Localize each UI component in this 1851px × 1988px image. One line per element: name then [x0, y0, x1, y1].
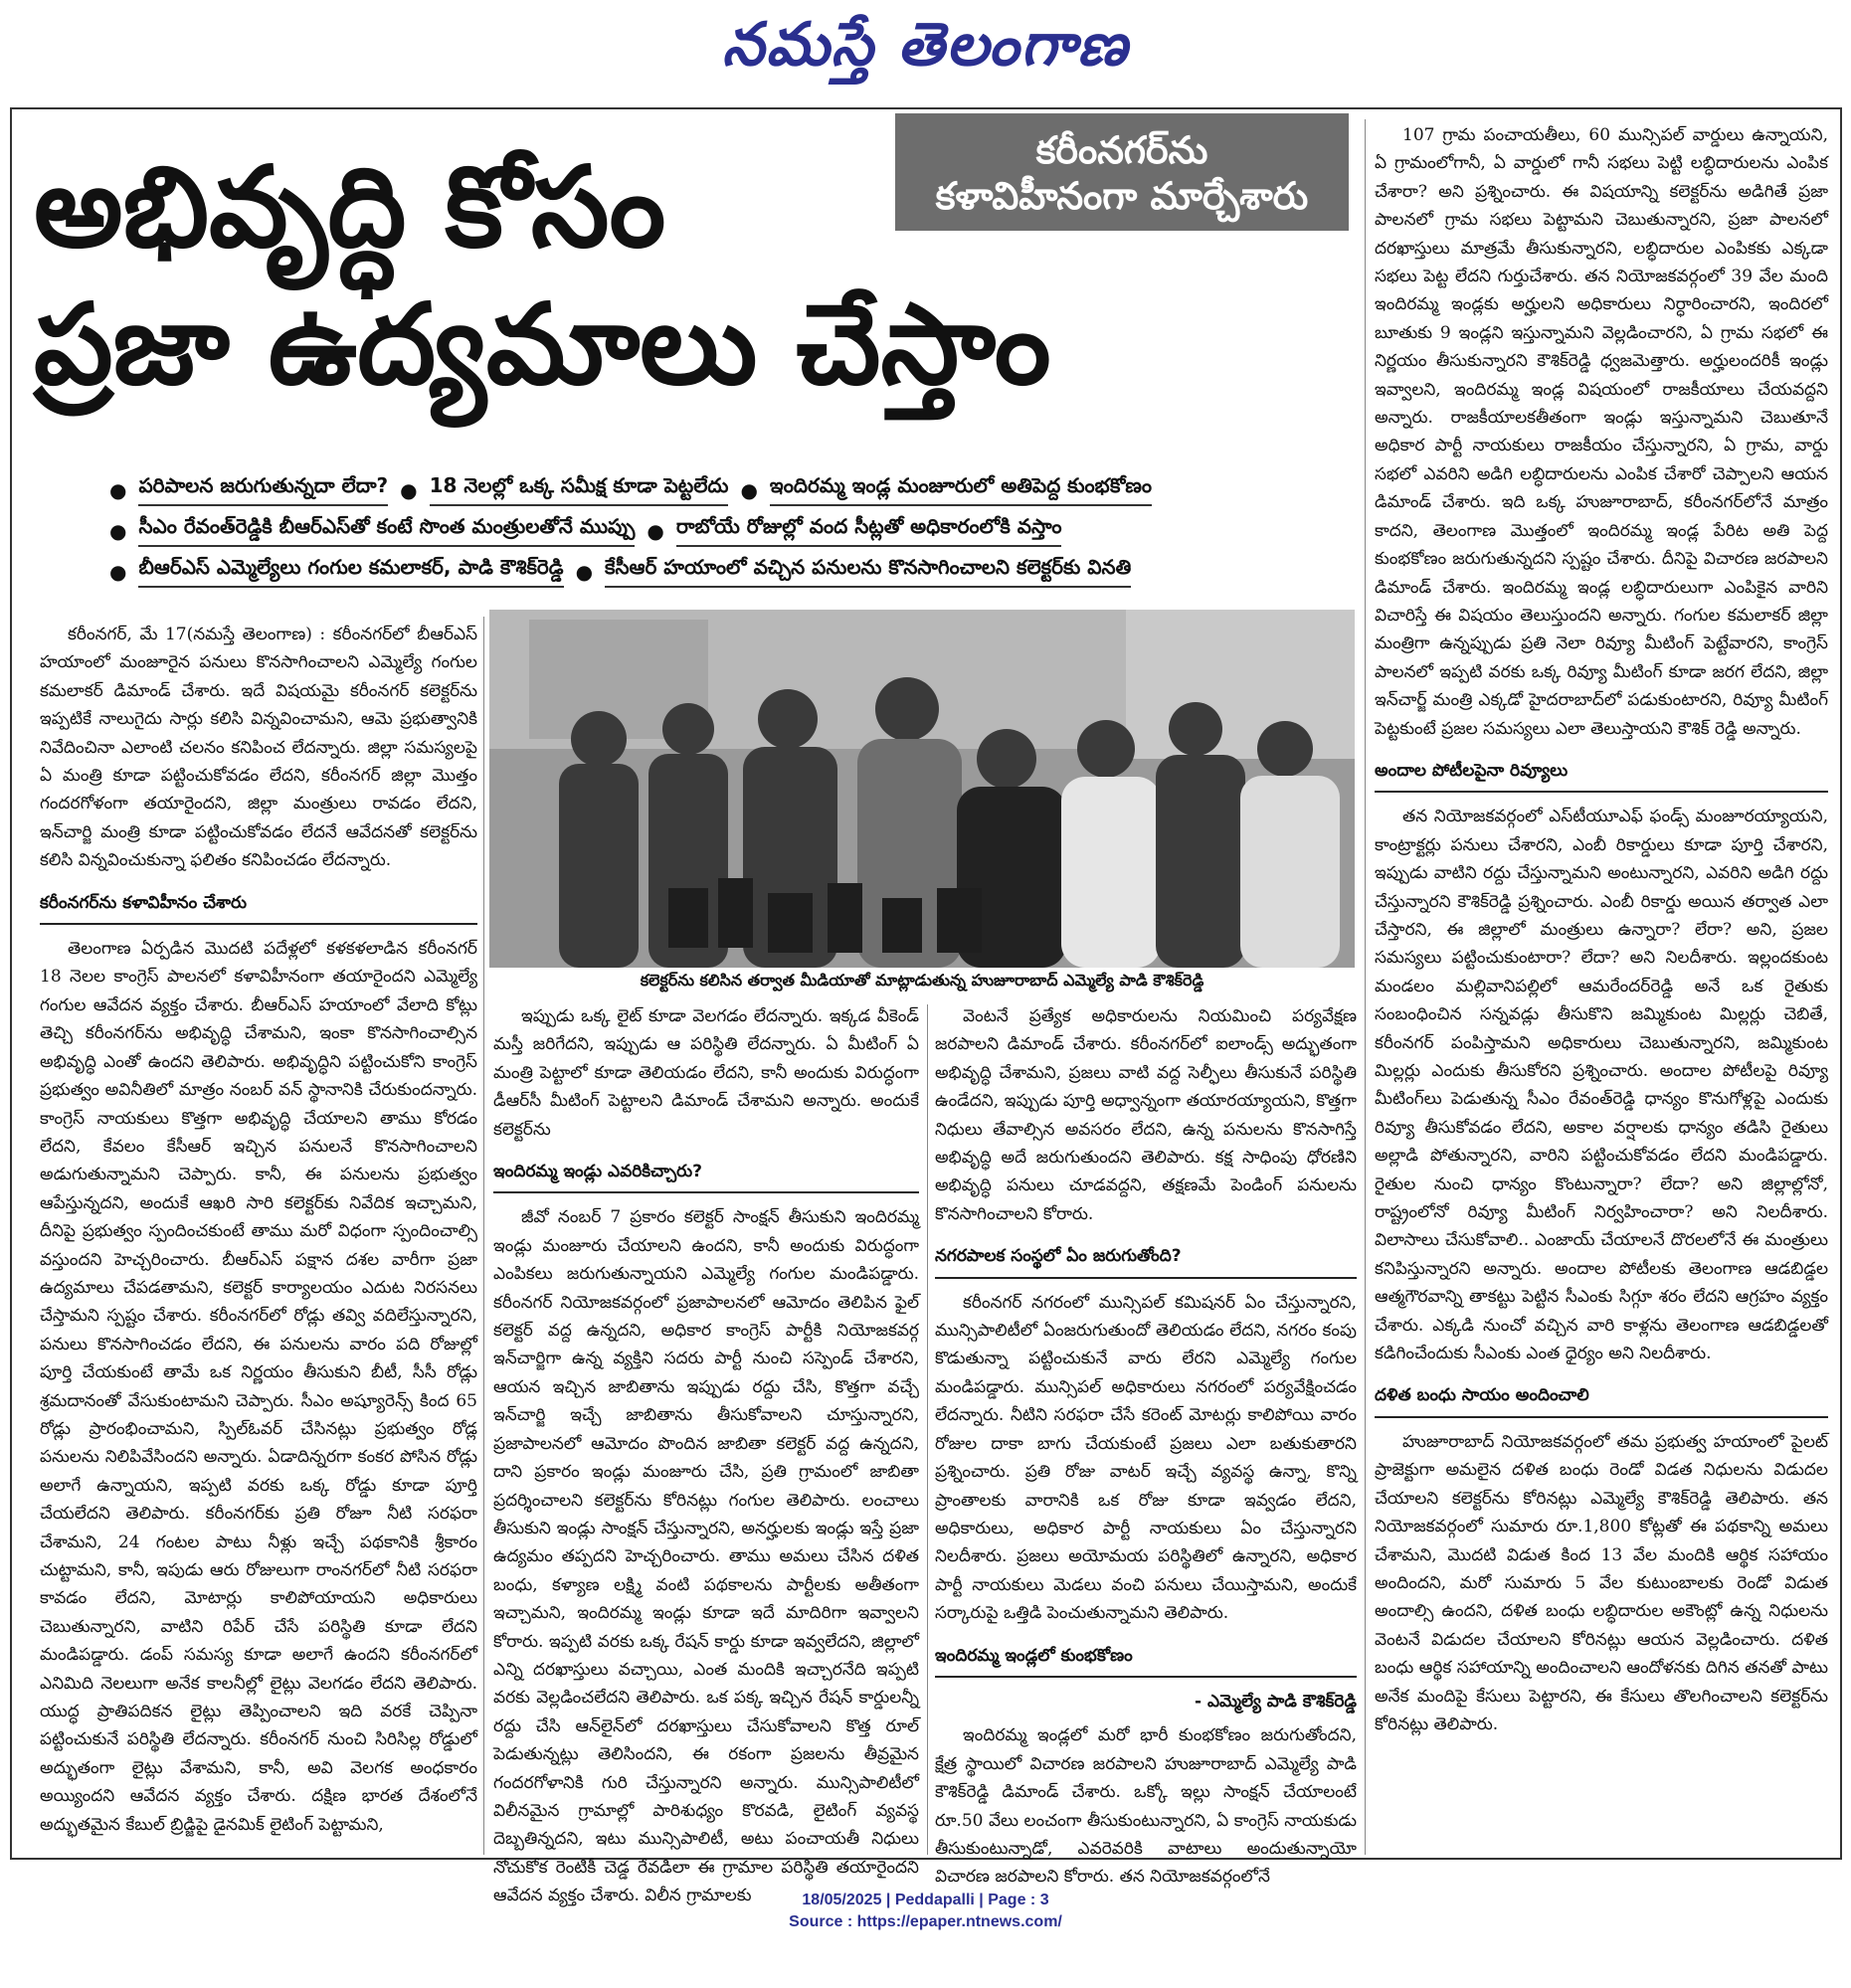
highlight: రాబోయే రోజుల్లో వంద సీట్లతో అధికారంలోకి వస్తాం — [676, 514, 1062, 547]
headline-line-1: అభివృద్ధి కోసం — [34, 143, 666, 272]
subheading: అందాల పోటీలపైనా రివ్యూలు — [1375, 751, 1828, 793]
highlight: పరిపాలన జరుగుతున్నదా లేదా? — [138, 473, 388, 506]
subheading: ఇందిరమ్మ ఇండ్లలో కుంభకోణం — [935, 1636, 1357, 1678]
subheading: కరీంనగర్‌ను కళావిహీనం చేశారు — [40, 883, 477, 925]
column-divider — [1365, 119, 1366, 1855]
highlight-row — [109, 514, 1323, 547]
masthead — [0, 10, 1851, 99]
column-4 — [1375, 121, 1828, 1860]
kicker-box — [895, 113, 1349, 231]
highlight: ఇందిరమ్మ ఇండ్ల మంజూరులో అతిపెద్ద కుంభకోణం — [770, 473, 1152, 506]
article-paragraph: కరీంనగర్ నగరంలో మున్సిపల్ కమిషనర్ ఏం చేస్తున్నారని, మున్సిపాలిటీలో ఏంజరుగుతుందో తెలియడం లేదని, నగరం కంపు కొడుతున్నా పట్టించుకునే వారు లేరని ఎమ్మెల్యే గంగుల మండిపడ్డారు. మున్సిపల్ అధికారులు నగరంలో పర్యవేక్షించడం లేదన్నారు. నీటిని సరఫరా చేసే కరెంట్ మోటర్లు కాలిపోయి వారం రోజుల దాకా బాగు చేయకుంటే ప్రజలు ఎలా బతుకుతారని ప్రశ్నించారు. ప్రతి రోజు వాటర్ ఇచ్చే వ్యవస్థ ఉన్నా, కొన్ని ప్రాంతాలకు వారానికి ఒక రోజు కూడా ఇవ్వడం లేదని, అధికారులు, అధికార పార్టీ నాయకులు ఏం చేస్తున్నారని నిలదీశారు. ప్రజలు అయోమయ పరిస్థితిలో ఉన్నారని, అధికార పార్టీ నాయకులు మెడలు వంచి పనులు చేయిస్తామని, అందుకే సర్కారుపై ఒత్తిడి పెంచుతున్నామని తెలిపారు. — [935, 1292, 1357, 1624]
column-1 — [40, 621, 477, 1860]
article-paragraph: ఇప్పుడు ఒక్క లైట్ కూడా వెలగడం లేదన్నారు. ఇక్కడ వీకెండ్ మస్తీ జరిగేదని, ఇప్పుడు ఆ పరిస్థితి లేదన్నారు. ఏ మీటింగ్ ఏ మంత్రి పెట్టాలో కూడా తెలియడం లేదని, కానీ అందుకు విరుద్ధంగా డీఆర్‌సీ మీటింగ్ పెట్టాలని డిమాండ్ చేశామని అన్నారు. అందుకే కలెక్టర్‌ను — [493, 1006, 919, 1140]
photo-caption: కలెక్టర్‌ను కలిసిన తర్వాత మీడియాతో మాట్లాడుతున్న హుజూరాబాద్ ఎమ్మెల్యే పాడి కౌశిక్‌రెడ్డి — [640, 971, 1204, 990]
source-link[interactable]: Source : https://epaper.ntnews.com/ — [789, 1913, 1062, 1930]
column-3 — [935, 1002, 1357, 1888]
column-divider — [927, 1004, 928, 1855]
bullet-icon: ● — [109, 559, 127, 584]
highlight: సీఎం రేవంత్‌రెడ్డికి బీఆర్‌ఎస్‌తో కంటే సొంత మంత్రులతోనే ముప్పు — [138, 514, 635, 547]
news-photo — [489, 610, 1355, 968]
headline-line-2: ప్రజా ఉద్యమాలు చేస్తాం — [34, 280, 1051, 410]
press-meet-photo-icon — [489, 610, 1355, 968]
bullet-icon: ● — [575, 559, 594, 584]
article-paragraph: 107 గ్రామ పంచాయతీలు, 60 మున్సిపల్ వార్డులు ఉన్నాయని, ఏ గ్రామంలోగానీ, ఏ వార్డులో గానీ సభలు పెట్టి లబ్ధిదారులను ఎంపిక చేశారా? అని ప్రశ్నించారు. ఈ విషయాన్ని కలెక్టర్‌ను అడిగితే ప్రజా పాలనలో గ్రామ సభలు పెట్టామని చెబుతున్నారని, ప్రజా పాలనలో దరఖాస్తులు మాత్రమే తీసుకున్నారని, లబ్ధిదారుల ఎంపికకు ఎక్కడా సభలు పెట్ట లేదని గుర్తుచేశారు. తన నియోజకవర్గంలో 39 వేల మంది ఇందిరమ్మ ఇండ్లకు అర్హులని అధికారులు నిర్ధారించారని, ఇందిరలో బూతుకు 9 ఇండ్లని ఇస్తున్నామని వెల్లడించారని, ఏ గ్రామ సభలో ఈ నిర్ణయం తీసుకున్నారని కౌశిక్‌రెడ్డి ధ్వజమెత్తారు. అర్హులందరికీ ఇండ్లు ఇవ్వాలని, ఇందిరమ్మ ఇండ్ల విషయంలో రాజకీయాలు చేయవద్దని అన్నారు. రాజకీయాలకతీతంగా ఇండ్లు ఇస్తున్నామని చెబుతూనే అధికార పార్టీ నాయకులు రాజకీయం చేస్తున్నారని, ఏ గ్రామ, వార్డు సభలో ఎవరిని అడిగి లబ్ధిదారులను ఎంపిక చేశారో చెప్పాలని ఆయన డిమాండ్ చేశారు. ఇది ఒక్క హుజూరాబాద్, కరీంనగర్‌లోనే మాత్రం కాదని, తెలంగాణ మొత్తంలో ఇందిరమ్మ ఇండ్ల పేరిట అతి పెద్ద కుంభకోణం జరుగుతున్నదని స్పష్టం చేశారు. దీనిపై విచారణ జరపాలని డిమాండ్ చేశారు. ఇందిరమ్మ ఇండ్ల లబ్ధిదారులుగా ఎంపికైన వారిని విచారిస్తే ఈ విషయం తెలుస్తుందని అన్నారు. గంగుల కమలాకర్ జిల్లా మంత్రిగా ఉన్నప్పుడు ప్రతి నెలా రివ్యూ మీటింగ్ పెట్టేవారని, కాంగ్రెస్ పాలనలో ఇప్పటి వరకు ఒక్క రివ్యూ మీటింగ్ కూడా జరగ లేదని, జిల్లా ఇన్‌చార్జ్ మంత్రి ఎక్కడో హైదరాబాద్‌లో పడుకుంటారని, రివ్యూ మీటింగ్ పెట్టకుంటే ప్రజల సమస్యలు ఎలా తెలుస్తాయని కౌశిక్ రెడ్డి అన్నారు. — [1375, 125, 1828, 739]
headline — [34, 139, 1051, 414]
article-intro: కరీంనగర్, మే 17(నమస్తే తెలంగాణ) : కరీంనగర్‌లో బీఆర్‌ఎస్ హయాంలో మంజూరైన పనులు కొనసాగించాలని ఎమ్మెల్యే గంగుల కమలాకర్ డిమాండ్ చేశారు. ఇదే విషయమై కరీంనగర్ కలెక్టర్‌ను ఇప్పటికే నాలుగైదు సార్లు కలిసి విన్నవించామని, ఆమె ప్రభుత్వానికి నివేదించినా ఎలాంటి చలనం కనిపించ లేదన్నారు. జిల్లా సమస్యలపై ఏ మంత్రి కూడా పట్టించుకోవడం లేదని, కరీంనగర్ జిల్లా మొత్తం గందరగోళంగా తయారైందని, జిల్లా మంత్రులు రావడం లేదని, ఇన్‌చార్జి మంత్రి కూడా పట్టించుకోవడం లేదనే ఆవేదనతో కలెక్టర్‌ను కలిసి విన్నవించుకున్నా ఫలితం కనిపించడం లేదన్నారు. — [40, 625, 477, 871]
column-divider — [483, 617, 484, 1855]
bullet-icon: ● — [109, 518, 127, 543]
bullet-icon: ● — [647, 518, 664, 543]
article-paragraph: వెంటనే ప్రత్యేక అధికారులను నియమించి పర్యవేక్షణ జరపాలని డిమాండ్ చేశారు. కరీంనగర్‌లో ఐలాండ్స్ అద్భుతంగా అభివృద్ధి చేశామని, ప్రజలు వాటి వద్ద సెల్ఫీలు తీసుకునే పరిస్థితి ఉండేదని, ఇప్పుడు పూర్తి అధ్వాన్నంగా తయారయ్యాయని, కొత్తగా నిధులు తేవాల్సిన అవసరం లేదని, ఉన్న పనులను కొనసాగిస్తే అభివృద్ధి అదే జరుగుతుందని తెలిపారు. కక్ష సాధింపు ధోరణిని అభివృద్ధి పనులు చూడవద్దని, తక్షణమే పెండింగ్ పనులను కొనసాగించాలని కోరారు. — [935, 1006, 1357, 1224]
highlight: 18 నెలల్లో ఒక్క సమీక్ష కూడా పెట్టలేదు — [430, 473, 729, 506]
page-footer — [0, 1890, 1851, 1933]
newspaper-name: నమస్తే తెలంగాణ — [721, 10, 1130, 80]
highlights — [109, 473, 1323, 596]
kicker-line-1: కరీంనగర్‌ను — [1035, 128, 1208, 172]
highlight-row — [109, 473, 1323, 506]
kicker-line-2: కళావిహీనంగా మార్చేశారు — [935, 174, 1309, 218]
article-paragraph: హుజూరాబాద్ నియోజకవర్గంలో తమ ప్రభుత్వ హయాంలో పైలట్ ప్రాజెక్టుగా అమలైన దళిత బంధు రెండో విడత నిధులను విడుదల చేయాలని కలెక్టర్‌ను కోరినట్లు ఎమ్మెల్యే కౌశిక్‌రెడ్డి తెలిపారు. తన నియోజకవర్గంలో సుమారు రూ.1,800 కోట్లతో ఈ పథకాన్ని అమలు చేశామని, మొదటి విడుత కింద 13 వేల మందికి ఆర్థిక సహాయం అందిందని, మరో సుమారు 5 వేల కుటుంబాలకు రెండో విడుత అందాల్సి ఉందని, దళిత బంధు లబ్ధిదారుల అకౌంట్లో ఉన్న నిధులను వెంటనే విడుదల చేయాలని కోరినట్లు ఆయన వెల్లడించారు. దళిత బంధు ఆర్థిక సహాయాన్ని అందించాలని ఆందోళనకు దిగిన తనతో పాటు అనేక మందిపై కేసులు పెట్టారని, ఈ కేసులు తొలగించాలని కలెక్టర్‌ను కోరినట్లు తెలిపారు. — [1375, 1431, 1828, 1734]
article-paragraph: తన నియోజకవర్గంలో ఎస్‌టీయూఎఫ్ ఫండ్స్ మంజూరయ్యాయని, కాంట్రాక్టర్లు పనులు చేశారని, ఎంబీ రికార్డులు కూడా పూర్తి చేశారని, ఇప్పుడు వాటిని రద్దు చేస్తున్నామని అంటున్నారని, ఎవరిని అడిగి రద్దు చేస్తున్నారని కౌశిక్‌రెడ్డి ప్రశ్నించారు. ఎంబీ రికార్డు అయిన తర్వాత ఎలా చేస్తారని, ఈ జిల్లాలో మంత్రులు ఉన్నారా? లేరా? అని, ప్రజల సమస్యలు పట్టించుకుంటారా? లేదా? అని నిలదీశారు. ఇల్లందకుంట మండలం మల్లివానిపల్లిలో ఆమరేందర్‌రెడ్డి అనే ఒక రైతుకు సంబంధించిన సన్నవడ్లు తీసుకొని జమ్మికుంట మిల్లర్లు చెబితే, కరీంనగర్ పంపిస్తామని అధికారులు చెబుతున్నారని, జమ్మికుంట మిల్లర్లు ఎందుకు తీసుకోరని ప్రశ్నించారు. అందాల పోటీలపై రివ్యూ మీటింగ్‌లు పెడుతున్న సీఎం రేవంత్‌రెడ్డి ధాన్యం కొనుగోళ్లపై ఎందుకు రివ్యూ తీసుకోవడం లేదని, అకాల వర్షాలకు ధాన్యం తడిసి రైతులు అల్లాడి పోతున్నారని, వారిని పట్టించుకోవడం లేదని మండిపడ్డారు. రైతుల నుంచి ధాన్యం కొంటున్నారా? లేదా? అని జిల్లాల్లోనో, రాష్ట్రంలోనో రివ్యూ మీటింగ్ నిర్వహించారా? అని నిలదీశారు. విలాసాలు చేసుకోవాలి.. ఎంజాయ్ చేయాలనే దొరలలోనే ఈ మంత్రులు కనిపిస్తున్నారని అన్నారు. అందాల పోటీలకు తెలంగాణ ఆడబిడ్డల ఆత్మగౌరవాన్ని తాకట్టు పెట్టిన సీఎంకు సిగ్గూ శరం లేదని ఆగ్రహం వ్యక్తం చేశారు. ఎక్కడి నుంచో వచ్చిన వారి కాళ్లను తెలంగాణ ఆడబిడ్డలతో కడిగించేందుకు సీఎంకు ఎంత ధైర్యం అని నిలదీశారు. — [1375, 807, 1828, 1364]
article-paragraph: తెలంగాణ ఏర్పడిన మొదటి పదేళ్లలో కళకళలాడిన కరీంనగర్ 18 నెలల కాంగ్రెస్ పాలనలో కళావిహీనంగా తయారైందని ఎమ్మెల్యే గంగుల ఆవేదన వ్యక్తం చేశారు. బీఆర్‌ఎస్ హయాంలో వేలాది కోట్లు తెచ్చి కరీంనగర్‌ను అభివృద్ధి చేశామని, ఇంకా కొనసాగించాల్సిన అభివృద్ధి ఎంతో ఉందని తెలిపారు. అభివృద్ధిని పట్టించుకోని కాంగ్రెస్ ప్రభుత్వం అవినీతిలో మాత్రం నంబర్ వన్ స్థానానికి చేరుకుందన్నారు. కాంగ్రెస్ నాయకులు కొత్తగా అభివృద్ధి చేయాలని తాము కోరడం లేదని, కేవలం కేసీఆర్ ఇచ్చిన పనులనే కొనసాగించాలని అడుగుతున్నామని చెప్పారు. కానీ, ఈ పనులను ప్రభుత్వం ఆపేస్తున్నదని, అందుకే ఆఖరి సారి కలెక్టర్‌కు నివేదిక ఇచ్చామని, దీనిపై ప్రభుత్వం స్పందించకుంటే తాము మరో విధంగా స్పందించాల్సి వస్తుందని హెచ్చరించారు. బీఆర్‌ఎస్ పక్షాన దశల వారీగా ప్రజా ఉద్యమాలు చేపడతామని, కలెక్టర్ కార్యాలయం ఎదుట నిరసనలు చేస్తామని స్పష్టం చేశారు. కరీంనగర్‌లో రోడ్లు తవ్వి వదిలేస్తున్నారని, పనులు కొనసాగించడం లేదని, ఈ పనులను వారం పది రోజుల్లో పూర్తి చేయకుంటే తామే ఒక నిర్ణయం తీసుకుని బీటీ, సీసీ రోడ్లు శ్రమదానంతో వేసుకుంటామని చెప్పారు. సీఎం అష్యూరెన్స్ కింద 65 రోడ్లు ప్రారంభించామని, స్పిల్‌ఓవర్ చేసినట్లు ప్రభుత్వం రోడ్ల పనులను నిలిపివేసిందని అన్నారు. ఏడాదిన్నరగా కంకర పోసిన రోడ్లు అలాగే ఉన్నాయని, ఇప్పటి వరకు ఒక్క రోడ్డు కూడా పూర్తి చేయలేదని తెలిపారు. కరీంనగర్‌కు ప్రతి రోజూ నీటి సరఫరా చేశామని, 24 గంటల పాటు నీళ్లు ఇచ్చే పథకానికి శ్రీకారం చుట్టామని, కానీ, ఇపుడు ఆరు రోజులుగా రాంనగర్‌లో నీటి సరఫరా కావడం లేదని, మోటార్లు కాలిపోయాయని అధికారులు చెబుతున్నారని, వాటిని రిపేర్ చేసే పరిస్థితి కూడా లేదని మండిపడ్డారు. డంప్ సమస్య కూడా అలాగే ఉందని కరీంనగర్‌లో ఎనిమిది నెలలుగా అనేక కాలనీల్లో లైట్లు వెలగడం లేదని తెలిపారు. యుద్ధ ప్రాతిపదికన లైట్లు తెప్పించాలని ఇది వరకే చెప్పినా పట్టించుకునే పరిస్థితి లేదన్నారు. కరీంనగర్ నుంచి సిరిసిల్ల రోడ్డులో అద్భుతంగా లైట్లు వేశామని, కానీ, అవి వెలగక అంధకారం అయ్యిందని ఆవేదన వ్యక్తం చేశారు. దక్షిణ భారత దేశంలోనే అద్భుతమైన కేబుల్ బ్రిడ్జిపై డైనమిక్ లైటింగ్ పెట్టామని, — [40, 939, 477, 1835]
column-2 — [493, 1002, 919, 1906]
highlight-row — [109, 555, 1323, 588]
highlight: బీఆర్‌ఎస్ ఎమ్మెల్యేలు గంగుల కమలాకర్, పాడి కౌశిక్‌రెడ్డి — [138, 555, 563, 588]
bullet-icon: ● — [400, 477, 418, 502]
bullet-icon: ● — [740, 477, 758, 502]
highlight: కేసీఆర్ హయాంలో వచ్చిన పనులను కొనసాగించాలని కలెక్టర్‌కు వినతి — [605, 555, 1131, 588]
article-paragraph: ఇందిరమ్మ ఇండ్లలో మరో భారీ కుంభకోణం జరుగుతోందని, క్షేత్ర స్థాయిలో విచారణ జరపాలని హుజూరాబాద్ ఎమ్మెల్యే పాడి కౌశిక్‌రెడ్డి డిమాండ్ చేశారు. ఒక్కో ఇల్లు సాంక్షన్ చేయాలంటే రూ.50 వేలు లంచంగా తీసుకుంటున్నారని, ఏ కాంగ్రెస్ నాయకుడు తీసుకుంటున్నాడో, ఎవరెవరికి వాటాలు అందుతున్నాయో విచారణ జరపాలని కోరారు. తన నియోజకవర్గంలోనే — [935, 1725, 1357, 1888]
bullet-icon: ● — [109, 477, 127, 502]
subheading: నగరపాలక సంస్థలో ఏం జరుగుతోంది? — [935, 1236, 1357, 1278]
subheading: ఇందిరమ్మ ఇండ్లు ఎవరికిచ్చారు? — [493, 1152, 919, 1193]
byline: - ఎమ్మెల్యే పాడి కౌశిక్‌రెడ్డి — [1194, 1691, 1357, 1712]
edition-info: 18/05/2025 | Peddapalli | Page : 3 — [802, 1892, 1049, 1908]
article-paragraph: జీవో నంబర్ 7 ప్రకారం కలెక్టర్ సాంక్షన్ తీసుకుని ఇందిరమ్మ ఇండ్లు మంజూరు చేయాలని ఉందని, కానీ అందుకు విరుద్ధంగా ఎంపికలు జరుగుతున్నాయని ఎమ్మెల్యే గంగుల మండిపడ్డారు. కరీంనగర్ నియోజకవర్గంలో ప్రజాపాలనలో ఆమోదం తెలిపిన ఫైల్ కలెక్టర్ వద్ద ఉన్నదని, అధికార కాంగ్రెస్ పార్టీకి నియోజకవర్గ ఇన్‌చార్జిగా ఉన్న వ్యక్తిని సదరు పార్టీ నుంచి సస్పెండ్ చేశారని, ఆయన ఇచ్చిన జాబితాను ఇప్పుడు రద్దు చేసి, కొత్తగా వచ్చే ఇన్‌చార్జి ఇచ్చే జాబితాను తీసుకోవాలని చూస్తున్నారని, ప్రజాపాలనలో ఆమోదం పొందిన జాబితా కలెక్టర్ వద్ద ఉన్నదని, దాని ప్రకారం ఇండ్లు మంజూరు చేసి, ప్రతి గ్రామంలో జాబితా ప్రదర్శించాలని కలెక్టర్‌ను కోరినట్లు గంగుల తెలిపారు. లంచాలు తీసుకుని ఇండ్లు సాంక్షన్ చేస్తున్నారని, అనర్హులకు ఇండ్లు ఇస్తే ప్రజా ఉద్యమం తప్పదని హెచ్చరించారు. తాము అమలు చేసిన దళిత బంధు, కళ్యాణ లక్ష్మి వంటి పథకాలను పార్టీలకు అతీతంగా ఇచ్చామని, ఇందిరమ్మ ఇండ్లు కూడా ఇదే మాదిరిగా ఇవ్వాలని కోరారు. ఇప్పటి వరకు ఒక్క రేషన్ కార్డు కూడా ఇవ్వలేదని, జిల్లాలో ఎన్ని దరఖాస్తులు వచ్చాయి, ఎంత మందికి ఇచ్చారనేది ఇప్పటి వరకు వెల్లడించలేదని తెలిపారు. ఒక పక్క ఇచ్చిన రేషన్ కార్డులన్నీ రద్దు చేసి ఆన్‌లైన్‌లో దరఖాస్తులు చేసుకోవాలని కొత్త రూల్ పెడుతున్నట్లు తెలిసిందని, ఈ రకంగా ప్రజలను తీవ్రమైన గందరగోళానికి గురి చేస్తున్నారని అన్నారు. మున్సిపాలిటీలో విలీనమైన గ్రామాల్లో పారిశుధ్యం కొరవడి, లైటింగ్ వ్యవస్థ దెబ్బతిన్నదని, ఇటు మున్సిపాలిటీ, అటు పంచాయతీ నిధులు నోచుకోక రెంటికీ చెడ్డ రేవడిలా ఈ గ్రామాల పరిస్థితి తయారైందని ఆవేదన వ్యక్తం చేశారు. విలీన గ్రామాలకు — [493, 1207, 919, 1906]
subheading: దళిత బంధు సాయం అందించాలి — [1375, 1375, 1828, 1417]
